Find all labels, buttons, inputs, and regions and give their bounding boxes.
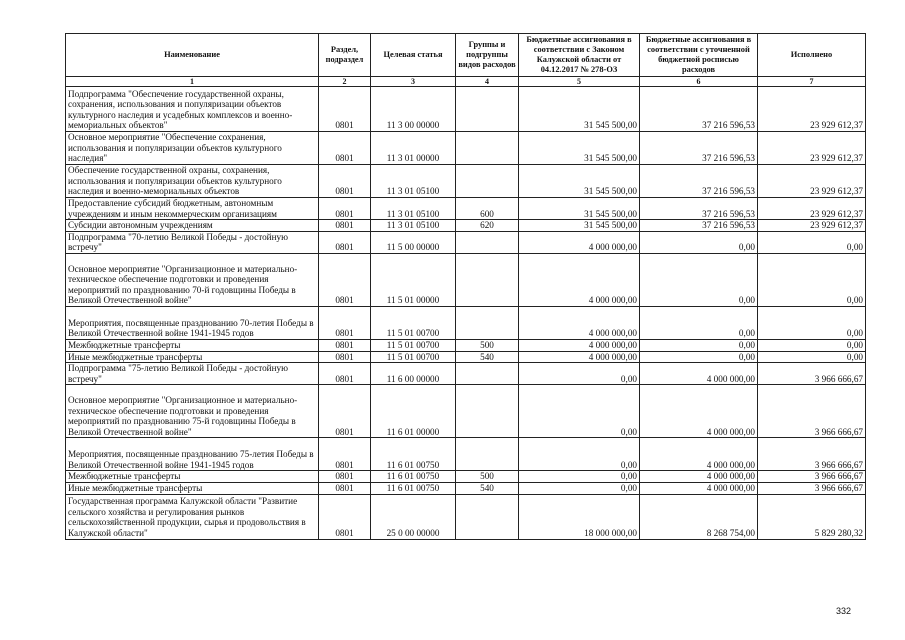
cell-section: 0801 [319,132,371,165]
cell-target: 11 3 01 05100 [371,198,456,220]
cell-law: 31 545 500,00 [519,132,640,165]
cell-target: 11 5 00 00000 [371,231,456,253]
column-number: 1 [66,77,319,87]
cell-group: 540 [456,351,519,363]
cell-target: 11 6 01 00750 [371,438,456,471]
header-group: Группы и подгруппы видов расходов [456,34,519,77]
cell-done: 23 929 612,37 [758,220,866,232]
cell-law: 0,00 [519,363,640,385]
table-row [66,87,866,132]
table-row [66,220,866,232]
cell-law: 0,00 [519,482,640,494]
cell-done: 23 929 612,37 [758,165,866,198]
cell-law: 4 000 000,00 [519,231,640,253]
cell-target: 11 5 01 00000 [371,253,456,306]
cell-section: 0801 [319,385,371,438]
cell-name: Иные межбюджетные трансферты [66,482,319,494]
table-body [66,87,866,540]
cell-done: 0,00 [758,231,866,253]
cell-name: Мероприятия, посвященные празднованию 70-летия Победы в Великой Отечественной войне 1941-1945 годов [66,306,319,339]
cell-plan: 0,00 [640,253,758,306]
cell-done: 0,00 [758,306,866,339]
table-row [66,132,866,165]
header-row [66,34,866,77]
cell-plan: 4 000 000,00 [640,438,758,471]
page-number: 332 [836,606,852,616]
cell-name: Подпрограмма "Обеспечение государственной охраны, сохранения, использования и популяризации объектов культурного наследия и усадебных комплексов и военно-мемориальных объектов" [66,87,319,132]
cell-done: 3 966 666,67 [758,471,866,483]
cell-group: 500 [456,471,519,483]
cell-group [456,438,519,471]
cell-name: Обеспечение государственной охраны, сохранения, использования и популяризации объектов культурного наследия и военно-мемориальных объектов [66,165,319,198]
cell-law: 0,00 [519,471,640,483]
cell-plan: 4 000 000,00 [640,363,758,385]
cell-done: 3 966 666,67 [758,482,866,494]
cell-section: 0801 [319,198,371,220]
cell-done: 23 929 612,37 [758,87,866,132]
cell-section: 0801 [319,351,371,363]
cell-section: 0801 [319,87,371,132]
cell-law: 4 000 000,00 [519,351,640,363]
cell-target: 11 5 01 00700 [371,339,456,351]
budget-table-sheet [65,33,865,540]
cell-group: 620 [456,220,519,232]
cell-name: Основное мероприятие "Организационное и материально-техническое обеспечение подготовки и проведения мероприятий по празднованию 75-й годовщины Победы в Великой Отечественной войне" [66,385,319,438]
header-name: Наименование [66,34,319,77]
column-number: 4 [456,77,519,87]
cell-name: Государственная программа Калужской области "Развитие сельского хозяйства и регулирования рынков сельскохозяйственной продукции, сырья и продовольствия в Калужской области" [66,494,319,539]
cell-target: 25 0 00 00000 [371,494,456,539]
header-plan: Бюджетные ассигнования в соответствии с уточненной бюджетной росписью расходов [640,34,758,77]
cell-section: 0801 [319,471,371,483]
cell-plan: 37 216 596,53 [640,220,758,232]
cell-group [456,87,519,132]
cell-plan: 37 216 596,53 [640,87,758,132]
cell-group [456,306,519,339]
cell-plan: 37 216 596,53 [640,198,758,220]
cell-target: 11 3 00 00000 [371,87,456,132]
header-section: Раздел, подраздел [319,34,371,77]
cell-target: 11 6 01 00000 [371,385,456,438]
cell-section: 0801 [319,438,371,471]
cell-done: 3 966 666,67 [758,385,866,438]
column-number: 5 [519,77,640,87]
table-row [66,438,866,471]
table-row [66,306,866,339]
cell-name: Межбюджетные трансферты [66,471,319,483]
cell-done: 0,00 [758,253,866,306]
cell-group [456,494,519,539]
column-number: 6 [640,77,758,87]
cell-group [456,253,519,306]
cell-done: 23 929 612,37 [758,198,866,220]
cell-section: 0801 [319,253,371,306]
cell-section: 0801 [319,339,371,351]
cell-law: 4 000 000,00 [519,339,640,351]
column-number: 7 [758,77,866,87]
cell-group: 500 [456,339,519,351]
cell-name: Подпрограмма "70-летию Великой Победы - достойную встречу" [66,231,319,253]
cell-target: 11 6 00 00000 [371,363,456,385]
cell-group [456,132,519,165]
cell-section: 0801 [319,165,371,198]
table-row [66,482,866,494]
cell-name: Подпрограмма "75-летию Великой Победы - достойную встречу" [66,363,319,385]
table-row [66,198,866,220]
table-row [66,253,866,306]
column-number: 2 [319,77,371,87]
cell-group [456,385,519,438]
cell-done: 3 966 666,67 [758,438,866,471]
cell-target: 11 5 01 00700 [371,351,456,363]
cell-target: 11 3 01 00000 [371,132,456,165]
cell-target: 11 6 01 00750 [371,482,456,494]
cell-law: 4 000 000,00 [519,306,640,339]
cell-group: 600 [456,198,519,220]
cell-done: 0,00 [758,339,866,351]
cell-name: Предоставление субсидий бюджетным, автономным учреждениям и иным некоммерческим организациям [66,198,319,220]
table-row [66,339,866,351]
cell-target: 11 6 01 00750 [371,471,456,483]
cell-name: Иные межбюджетные трансферты [66,351,319,363]
budget-table [65,33,866,540]
table-row [66,231,866,253]
cell-group [456,231,519,253]
cell-section: 0801 [319,482,371,494]
cell-section: 0801 [319,306,371,339]
cell-name: Основное мероприятие "Организационное и материально-техническое обеспечение подготовки и проведения мероприятий по празднованию 70-й годовщины Победы в Великой Отечественной войне" [66,253,319,306]
cell-section: 0801 [319,220,371,232]
header-target: Целевая статья [371,34,456,77]
cell-plan: 4 000 000,00 [640,482,758,494]
cell-name: Мероприятия, посвященные празднованию 75-летия Победы в Великой Отечественной войне 1941-1945 годов [66,438,319,471]
cell-plan: 4 000 000,00 [640,471,758,483]
cell-name: Межбюджетные трансферты [66,339,319,351]
cell-done: 3 966 666,67 [758,363,866,385]
cell-name: Субсидии автономным учреждениям [66,220,319,232]
header-law: Бюджетные ассигнования в соответствии с Законом Калужской области от 04.12.2017 № 278-ОЗ [519,34,640,77]
table-row [66,471,866,483]
cell-law: 0,00 [519,438,640,471]
cell-section: 0801 [319,363,371,385]
table-row [66,351,866,363]
cell-plan: 37 216 596,53 [640,165,758,198]
cell-law: 31 545 500,00 [519,220,640,232]
cell-plan: 0,00 [640,339,758,351]
cell-done: 5 829 280,32 [758,494,866,539]
cell-group: 540 [456,482,519,494]
cell-section: 0801 [319,231,371,253]
cell-done: 23 929 612,37 [758,132,866,165]
column-number: 3 [371,77,456,87]
cell-law: 18 000 000,00 [519,494,640,539]
cell-group [456,363,519,385]
cell-plan: 0,00 [640,306,758,339]
cell-group [456,165,519,198]
cell-plan: 0,00 [640,231,758,253]
table-row [66,363,866,385]
cell-law: 31 545 500,00 [519,87,640,132]
cell-plan: 4 000 000,00 [640,385,758,438]
table-row [66,165,866,198]
cell-section: 0801 [319,494,371,539]
cell-law: 31 545 500,00 [519,198,640,220]
cell-law: 0,00 [519,385,640,438]
cell-plan: 8 268 754,00 [640,494,758,539]
cell-plan: 37 216 596,53 [640,132,758,165]
table-row [66,385,866,438]
header-done: Исполнено [758,34,866,77]
cell-target: 11 5 01 00700 [371,306,456,339]
column-number-row [66,77,866,87]
table-row [66,494,866,539]
cell-name: Основное мероприятие "Обеспечение сохранения, использования и популяризации объектов культурного наследия" [66,132,319,165]
cell-target: 11 3 01 05100 [371,165,456,198]
cell-law: 31 545 500,00 [519,165,640,198]
cell-plan: 0,00 [640,351,758,363]
cell-law: 4 000 000,00 [519,253,640,306]
cell-target: 11 3 01 05100 [371,220,456,232]
cell-done: 0,00 [758,351,866,363]
